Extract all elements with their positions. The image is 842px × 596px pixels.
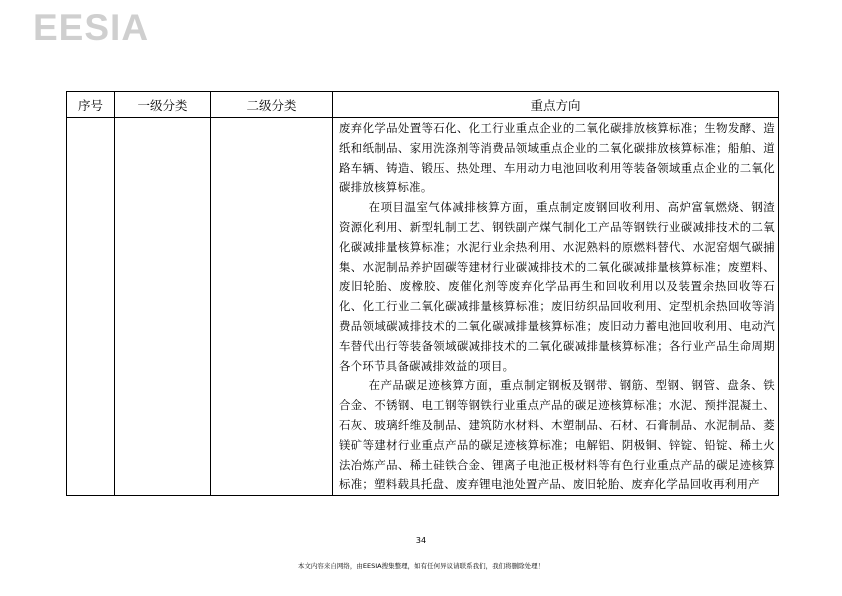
cell-level2 <box>211 118 333 496</box>
focus-paragraph-project-reduction: 在项目温室气体减排核算方面，重点制定废钢回收利用、高炉富氧燃烧、钢渣资源化利用、新型轧制工艺、钢铁副产煤气制化工产品等钢铁行业碳减排技术的二氧化碳减排量核算标准；水泥行业余热利用、水泥熟料的原燃料替代、水泥窑烟气碳捕集、水泥制品养护固碳等建材行业碳减排技术的二氧化碳减排量核算标准；废塑料、废旧轮胎、废橡胶、废催化剂等废弃化学品再生和回收利用以及装置余热回收等石化、化工行业二氧化碳减排量核算标准；废旧纺织品回收利用、定型机余热回收等消费品领域碳减排技术的二氧化碳减排量核算标准；废旧动力蓄电池回收利用、电动汽车替代出行等装备领域碳减排技术的二氧化碳减排量核算标准；各行业产品生命周期各个环节具备碳减排效益的项目。 <box>339 200 775 373</box>
eesia-logo: EESIA <box>33 7 150 48</box>
focus-content <box>333 118 778 495</box>
table-header-row <box>67 92 779 118</box>
focus-paragraph-continuation: 废弃化学品处置等石化、化工行业重点企业的二氧化碳排放核算标准；生物发酵、造纸和纸制品、家用洗涤剂等消费品领域重点企业的二氧化碳排放核算标准；船舶、道路车辆、铸造、锻压、热处理、车用动力电池回收利用等装备领域重点企业的二氧化碳排放核算标准。 <box>339 121 775 195</box>
cell-index <box>67 118 115 496</box>
standards-table <box>66 91 779 496</box>
focus-paragraph-product-footprint: 在产品碳足迹核算方面，重点制定钢板及钢带、钢筋、型钢、钢管、盘条、铁合金、不锈钢、电工钢等钢铁行业重点产品的碳足迹核算标准；水泥、预拌混凝土、石灰、玻璃纤维及制品、建筑防水材料、木塑制品、石材、石膏制品、水泥制品、菱镁矿等建材行业重点产品的碳足迹核算标准；电解铝、阴极铜、锌锭、铅锭、稀土火法冶炼产品、稀土硅铁合金、锂离子电池正极材料等有色行业重点产品的碳足迹核算标准；塑料载具托盘、废弃锂电池处置产品、废旧轮胎、废弃化学品回收再利用产 <box>339 378 775 492</box>
col-header-level1: 一级分类 <box>115 92 211 118</box>
col-header-focus: 重点方向 <box>333 92 779 118</box>
cell-focus <box>333 118 779 496</box>
page-number: 34 <box>415 536 427 545</box>
col-header-index: 序号 <box>67 92 115 118</box>
footer-notice: 本文内容来自网络，由EESIA搜集整理，如有任何异议请联系我们，我们将删除处理！ <box>297 562 545 570</box>
col-header-level2: 二级分类 <box>211 92 333 118</box>
cell-level1 <box>115 118 211 496</box>
table-row <box>67 118 779 496</box>
